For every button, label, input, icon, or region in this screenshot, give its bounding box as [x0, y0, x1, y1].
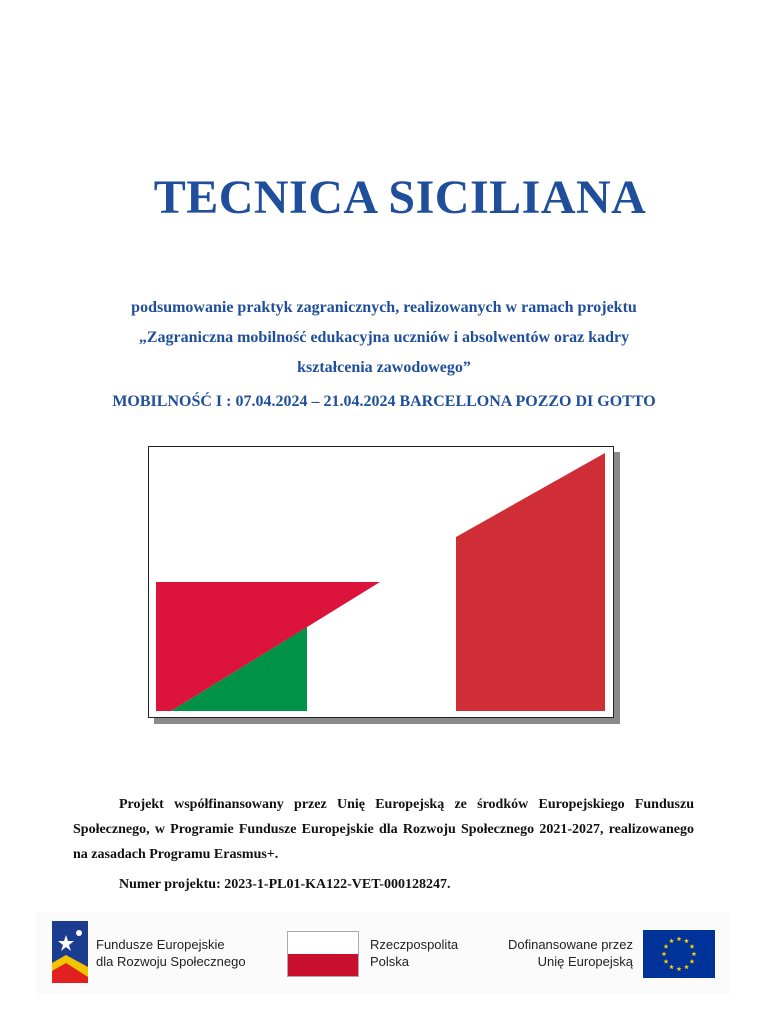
fe-line-2: dla Rozwoju Społecznego — [96, 954, 246, 969]
project-number: Numer projektu: 2023-1-PL01-KA122-VET-000128247. — [119, 877, 451, 892]
logo-bar — [36, 912, 730, 994]
eu-line-1: Dofinansowane przez — [507, 937, 633, 952]
flags-illustration — [149, 447, 613, 717]
fundusze-europejskie-label — [96, 936, 246, 970]
eu-flag-icon — [643, 930, 715, 978]
rzeczpospolita-label — [370, 936, 458, 970]
eu-cofunding-label — [476, 936, 633, 970]
subtitle-line-1: podsumowanie praktyk zagranicznych, realizowanych w ramach projektu — [131, 299, 637, 316]
polish-flag-icon — [287, 931, 359, 977]
rp-line-2: Polska — [370, 954, 410, 969]
mobility-heading: MOBILNOŚĆ I : 07.04.2024 – 21.04.2024 BARCELLONA POZZO DI GOTTO — [112, 393, 656, 410]
eu-line-2: Unię Europejską — [537, 954, 633, 969]
document-subtitle — [90, 293, 678, 383]
subtitle-line-3: kształcenia zawodowego” — [297, 359, 471, 376]
rp-line-1: Rzeczpospolita — [370, 937, 459, 952]
red-building-shape — [456, 453, 605, 711]
fe-line-1: Fundusze Europejskie — [96, 937, 225, 952]
document-title: TECNICA SICILIANA — [153, 171, 647, 224]
funding-statement — [73, 792, 694, 867]
fundusze-europejskie-logo-icon — [52, 921, 88, 983]
flags-graphic — [148, 446, 614, 718]
funding-paragraph: Projekt współfinansowany przez Unię Europejską ze środków Europejskiego Funduszu Społecznego, w Programie Fundusze Europejskie dla Rozwoju Społecznego 2021-2027, realizowanego na zasadach Programu Erasmus+. — [73, 797, 694, 862]
subtitle-line-2: „Zagraniczna mobilność edukacyjna uczniów i absolwentów oraz kadry — [138, 329, 630, 346]
